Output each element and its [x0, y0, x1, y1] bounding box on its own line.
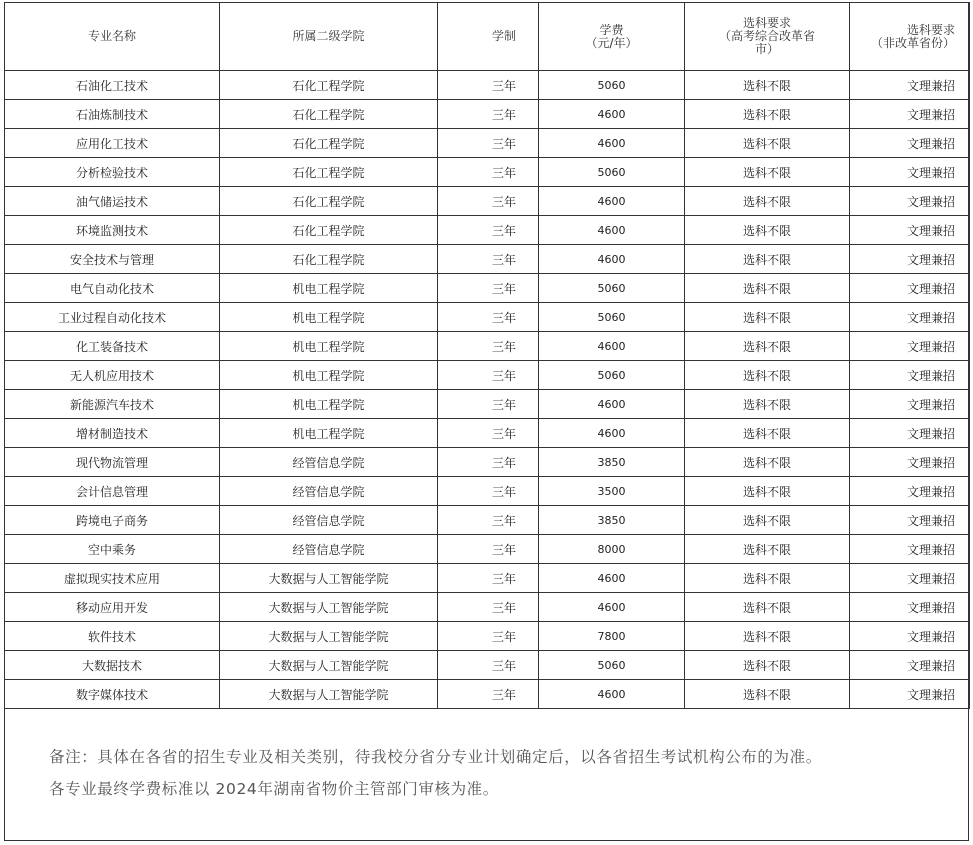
- cell-subject-req-non-reform: 文理兼招: [850, 245, 970, 274]
- cell-duration: 三年: [438, 680, 539, 709]
- header-subject-req-reform-line: 市）: [754, 42, 779, 56]
- cell-college: 石化工程学院: [220, 245, 438, 274]
- cell-subject-req-reform: 选科不限: [685, 593, 850, 622]
- cell-subject-req-reform: 选科不限: [685, 564, 850, 593]
- table-row: [5, 448, 970, 477]
- cell-major-name: 软件技术: [5, 622, 220, 651]
- table-row: [5, 680, 970, 709]
- cell-college: 石化工程学院: [220, 129, 438, 158]
- cell-college: 经管信息学院: [220, 477, 438, 506]
- cell-college: 石化工程学院: [220, 100, 438, 129]
- cell-subject-req-non-reform: 文理兼招: [850, 390, 970, 419]
- cell-duration: 三年: [438, 245, 539, 274]
- table-row: [5, 303, 970, 332]
- cell-major-name: 移动应用开发: [5, 593, 220, 622]
- cell-college: 大数据与人工智能学院: [220, 680, 438, 709]
- header-subject-req-reform-line: 选科要求: [742, 16, 791, 30]
- cell-tuition: 4600: [539, 332, 685, 361]
- cell-major-name: 化工装备技术: [5, 332, 220, 361]
- cell-tuition: 3500: [539, 477, 685, 506]
- table-row: [5, 245, 970, 274]
- cell-major-name: 石油化工技术: [5, 71, 220, 100]
- cell-college: 机电工程学院: [220, 361, 438, 390]
- cell-duration: 三年: [438, 361, 539, 390]
- table-row: [5, 361, 970, 390]
- cell-tuition: 4600: [539, 129, 685, 158]
- cell-subject-req-reform: 选科不限: [685, 187, 850, 216]
- header-subject-req-reform-line: （高考综合改革省: [718, 29, 815, 43]
- table-row: [5, 129, 970, 158]
- cell-subject-req-non-reform: 文理兼招: [850, 419, 970, 448]
- header-tuition-line: 学费: [599, 22, 624, 37]
- cell-tuition: 4600: [539, 419, 685, 448]
- header-college-line: 所属二级学院: [292, 29, 365, 43]
- note-line-1: 备注：具体在各省的招生专业及相关类别，待我校分省分专业计划确定后，以各省招生考试机构公布的为准。: [49, 748, 822, 766]
- header-tuition-line: （元/年）: [585, 35, 638, 50]
- header-subject-req-non-reform-line: （非改革省份）: [870, 35, 955, 50]
- cell-college: 机电工程学院: [220, 419, 438, 448]
- cell-subject-req-reform: 选科不限: [685, 332, 850, 361]
- cell-major-name: 工业过程自动化技术: [5, 303, 220, 332]
- cell-duration: 三年: [438, 187, 539, 216]
- cell-duration: 三年: [438, 390, 539, 419]
- cell-major-name: 跨境电子商务: [5, 506, 220, 535]
- cell-subject-req-reform: 选科不限: [685, 419, 850, 448]
- cell-duration: 三年: [438, 593, 539, 622]
- cell-tuition: 4600: [539, 245, 685, 274]
- cell-tuition: 4600: [539, 564, 685, 593]
- cell-subject-req-reform: 选科不限: [685, 216, 850, 245]
- cell-subject-req-reform: 选科不限: [685, 622, 850, 651]
- cell-major-name: 应用化工技术: [5, 129, 220, 158]
- cell-major-name: 会计信息管理: [5, 477, 220, 506]
- cell-duration: 三年: [438, 129, 539, 158]
- header-tuition: [539, 3, 685, 71]
- cell-college: 经管信息学院: [220, 535, 438, 564]
- cell-major-name: 空中乘务: [5, 535, 220, 564]
- cell-college: 石化工程学院: [220, 158, 438, 187]
- cell-subject-req-reform: 选科不限: [685, 303, 850, 332]
- cell-tuition: 5060: [539, 303, 685, 332]
- cell-tuition: 5060: [539, 651, 685, 680]
- cell-subject-req-non-reform: 文理兼招: [850, 158, 970, 187]
- table-row: [5, 71, 970, 100]
- cell-subject-req-non-reform: 文理兼招: [850, 71, 970, 100]
- cell-college: 机电工程学院: [220, 303, 438, 332]
- cell-major-name: 新能源汽车技术: [5, 390, 220, 419]
- header-duration: [438, 3, 539, 71]
- admissions-document: [4, 2, 969, 841]
- header-subject-req-non-reform-line: 选科要求: [906, 22, 955, 37]
- cell-tuition: 5060: [539, 361, 685, 390]
- cell-tuition: 5060: [539, 274, 685, 303]
- cell-subject-req-reform: 选科不限: [685, 129, 850, 158]
- table-row: [5, 651, 970, 680]
- cell-subject-req-non-reform: 文理兼招: [850, 535, 970, 564]
- cell-duration: 三年: [438, 622, 539, 651]
- cell-subject-req-non-reform: 文理兼招: [850, 448, 970, 477]
- cell-major-name: 分析检验技术: [5, 158, 220, 187]
- cell-tuition: 4600: [539, 680, 685, 709]
- cell-subject-req-reform: 选科不限: [685, 448, 850, 477]
- cell-college: 机电工程学院: [220, 274, 438, 303]
- cell-college: 大数据与人工智能学院: [220, 622, 438, 651]
- table-row: [5, 158, 970, 187]
- cell-duration: 三年: [438, 535, 539, 564]
- cell-duration: 三年: [438, 274, 539, 303]
- table-row: [5, 274, 970, 303]
- cell-subject-req-non-reform: 文理兼招: [850, 187, 970, 216]
- cell-tuition: 4600: [539, 100, 685, 129]
- cell-college: 大数据与人工智能学院: [220, 593, 438, 622]
- cell-subject-req-non-reform: 文理兼招: [850, 100, 970, 129]
- table-row: [5, 593, 970, 622]
- cell-major-name: 环境监测技术: [5, 216, 220, 245]
- header-duration-line: 学制: [491, 29, 516, 43]
- cell-major-name: 数字媒体技术: [5, 680, 220, 709]
- table-row: [5, 419, 970, 448]
- cell-major-name: 安全技术与管理: [5, 245, 220, 274]
- table-row: [5, 100, 970, 129]
- cell-subject-req-reform: 选科不限: [685, 477, 850, 506]
- cell-duration: 三年: [438, 506, 539, 535]
- cell-subject-req-reform: 选科不限: [685, 390, 850, 419]
- table-row: [5, 216, 970, 245]
- cell-duration: 三年: [438, 477, 539, 506]
- cell-duration: 三年: [438, 71, 539, 100]
- majors-table: [4, 2, 970, 709]
- cell-subject-req-non-reform: 文理兼招: [850, 680, 970, 709]
- cell-major-name: 电气自动化技术: [5, 274, 220, 303]
- cell-tuition: 7800: [539, 622, 685, 651]
- cell-college: 大数据与人工智能学院: [220, 564, 438, 593]
- cell-college: 机电工程学院: [220, 390, 438, 419]
- cell-tuition: 8000: [539, 535, 685, 564]
- cell-tuition: 3850: [539, 506, 685, 535]
- cell-subject-req-reform: 选科不限: [685, 361, 850, 390]
- cell-tuition: 5060: [539, 158, 685, 187]
- table-header-row: [5, 3, 970, 71]
- cell-college: 石化工程学院: [220, 71, 438, 100]
- cell-subject-req-reform: 选科不限: [685, 274, 850, 303]
- table-row: [5, 477, 970, 506]
- remarks-note: [49, 741, 964, 805]
- cell-tuition: 4600: [539, 216, 685, 245]
- cell-duration: 三年: [438, 158, 539, 187]
- cell-duration: 三年: [438, 651, 539, 680]
- cell-duration: 三年: [438, 332, 539, 361]
- cell-college: 大数据与人工智能学院: [220, 651, 438, 680]
- cell-duration: 三年: [438, 303, 539, 332]
- table-row: [5, 390, 970, 419]
- table-row: [5, 187, 970, 216]
- cell-duration: 三年: [438, 564, 539, 593]
- cell-subject-req-non-reform: 文理兼招: [850, 622, 970, 651]
- cell-subject-req-non-reform: 文理兼招: [850, 506, 970, 535]
- cell-subject-req-reform: 选科不限: [685, 245, 850, 274]
- cell-subject-req-reform: 选科不限: [685, 535, 850, 564]
- table-row: [5, 622, 970, 651]
- cell-subject-req-reform: 选科不限: [685, 506, 850, 535]
- header-subject-req-reform: [685, 3, 850, 71]
- cell-subject-req-reform: 选科不限: [685, 100, 850, 129]
- cell-tuition: 5060: [539, 71, 685, 100]
- cell-subject-req-non-reform: 文理兼招: [850, 332, 970, 361]
- cell-duration: 三年: [438, 448, 539, 477]
- cell-college: 石化工程学院: [220, 216, 438, 245]
- cell-college: 经管信息学院: [220, 506, 438, 535]
- cell-duration: 三年: [438, 100, 539, 129]
- cell-tuition: 4600: [539, 187, 685, 216]
- note-line-2: 各专业最终学费标准以 2024年湖南省物价主管部门审核为准。: [49, 780, 499, 798]
- table-row: [5, 506, 970, 535]
- cell-subject-req-non-reform: 文理兼招: [850, 651, 970, 680]
- cell-duration: 三年: [438, 216, 539, 245]
- header-major-name-line: 专业名称: [87, 29, 136, 43]
- cell-subject-req-non-reform: 文理兼招: [850, 593, 970, 622]
- cell-major-name: 石油炼制技术: [5, 100, 220, 129]
- header-subject-req-non-reform: [850, 3, 970, 71]
- cell-major-name: 现代物流管理: [5, 448, 220, 477]
- table-body: [5, 71, 970, 709]
- cell-tuition: 4600: [539, 390, 685, 419]
- cell-subject-req-non-reform: 文理兼招: [850, 274, 970, 303]
- cell-major-name: 大数据技术: [5, 651, 220, 680]
- cell-subject-req-non-reform: 文理兼招: [850, 303, 970, 332]
- cell-tuition: 4600: [539, 593, 685, 622]
- cell-subject-req-non-reform: 文理兼招: [850, 564, 970, 593]
- table-row: [5, 564, 970, 593]
- cell-major-name: 无人机应用技术: [5, 361, 220, 390]
- cell-subject-req-reform: 选科不限: [685, 158, 850, 187]
- cell-subject-req-non-reform: 文理兼招: [850, 477, 970, 506]
- cell-subject-req-reform: 选科不限: [685, 651, 850, 680]
- cell-duration: 三年: [438, 419, 539, 448]
- header-college: [220, 3, 438, 71]
- header-major-name: [5, 3, 220, 71]
- cell-college: 经管信息学院: [220, 448, 438, 477]
- cell-subject-req-reform: 选科不限: [685, 71, 850, 100]
- cell-major-name: 虚拟现实技术应用: [5, 564, 220, 593]
- cell-college: 石化工程学院: [220, 187, 438, 216]
- cell-tuition: 3850: [539, 448, 685, 477]
- cell-subject-req-non-reform: 文理兼招: [850, 361, 970, 390]
- cell-subject-req-reform: 选科不限: [685, 680, 850, 709]
- cell-major-name: 油气储运技术: [5, 187, 220, 216]
- cell-subject-req-non-reform: 文理兼招: [850, 129, 970, 158]
- cell-college: 机电工程学院: [220, 332, 438, 361]
- table-row: [5, 535, 970, 564]
- cell-subject-req-non-reform: 文理兼招: [850, 216, 970, 245]
- table-row: [5, 332, 970, 361]
- cell-major-name: 增材制造技术: [5, 419, 220, 448]
